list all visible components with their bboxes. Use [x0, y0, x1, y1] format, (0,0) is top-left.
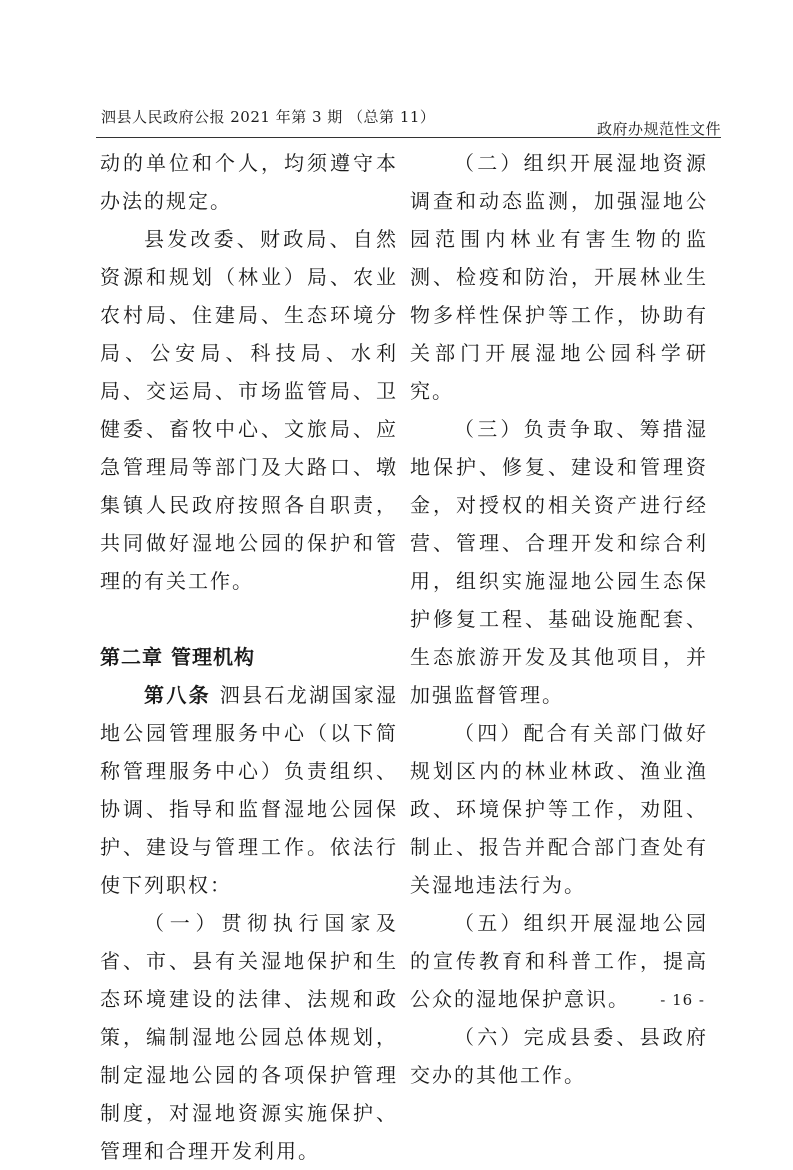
duty-item-6: （六）完成县委、县政府交办的其他工作。: [410, 1025, 708, 1087]
header-divider: [96, 137, 721, 138]
paragraph-continuation: 动的单位和个人，均须遵守本办法的规定。: [100, 151, 398, 213]
right-column: [410, 144, 708, 1094]
duty-item-1: （一）贯彻执行国家及省、市、县有关湿地保护和生态环境建设的法律、法规和政策，编制湿地公园总体规划，制定湿地公园的各项保护管理制度，对湿地资源实施保护、管理和合理开发利用。: [100, 911, 398, 1163]
duty-item-3: （三）负责争取、筹措湿地保护、修复、建设和管理资金，对授权的相关资产进行经营、管理、合理开发和综合利用，组织实施湿地公园生态保护修复工程、基础设施配套、生态旅游开发及其他项目，并加强监督管理。: [410, 417, 708, 707]
article-8: [100, 676, 398, 904]
page-number: - 16 -: [660, 991, 705, 1009]
article-text: 泗县石龙湖国家湿地公园管理服务中心（以下简称管理服务中心）负责组织、协调、指导和监督湿地公园保护、建设与管理工作。依法行使下列职权：: [100, 683, 399, 897]
bulletin-title: 泗县人民政府公报 2021 年第 3 期 （总第 11）: [101, 108, 436, 126]
duty-item-5: （五）组织开展湿地公园的宣传教育和科普工作，提高公众的湿地保护意识。: [410, 911, 708, 1011]
chapter-heading: 第二章 管理机构: [100, 645, 255, 669]
article-label: 第八条: [144, 683, 211, 707]
duty-item-2: （二）组织开展湿地资源调查和动态监测，加强湿地公园范围内林业有害生物的监测、检疫和防治，开展林业生物多样性保护等工作，协助有关部门开展湿地公园科学研究。: [410, 151, 708, 403]
duty-item-4: （四）配合有关部门做好规划区内的林业林政、渔业渔政、环境保护等工作，劝阻、制止、报告并配合部门查处有关湿地违法行为。: [410, 721, 708, 897]
left-column: [100, 144, 398, 1170]
document-category: 政府办规范性文件: [596, 120, 721, 138]
paragraph-departments: 县发改委、财政局、自然资源和规划（林业）局、农业农村局、住建局、生态环境分局、公安局、科技局、水利局、交运局、市场监管局、卫健委、畜牧中心、文旅局、应急管理局等部门及大路口、墩集镇人民政府按照各自职责，共同做好湿地公园的保护和管理的有关工作。: [100, 227, 398, 593]
